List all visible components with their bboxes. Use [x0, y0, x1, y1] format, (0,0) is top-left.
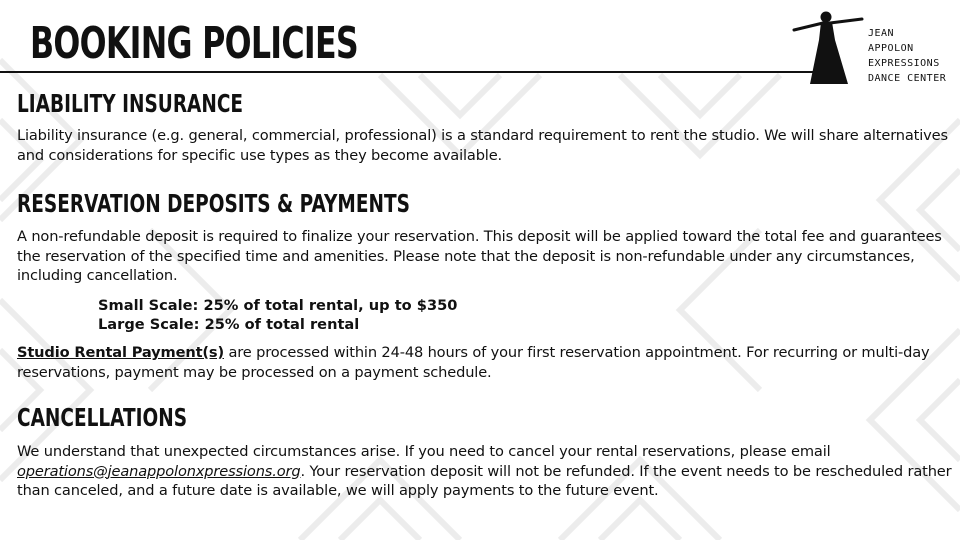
deposit-scale-list: [98, 296, 457, 334]
cancellations-heading: CANCELLATIONS: [17, 403, 188, 432]
small-scale-item: Small Scale: 25% of total rental, up to $350: [98, 297, 458, 314]
cancellations-body-after: . Your reservation deposit will not be refunded. If the event needs to be rescheduled rather than canceled, and a future date is available, we will apply payments to the future event.: [17, 462, 952, 499]
cancellations-paragraph: [17, 442, 957, 501]
title-divider: [0, 71, 818, 73]
logo-line-4: DANCE CENTER: [868, 73, 947, 84]
logo: [790, 6, 950, 88]
logo-line-1: JEAN: [868, 28, 895, 39]
liability-heading: LIABILITY INSURANCE: [17, 89, 244, 118]
deposits-heading: RESERVATION DEPOSITS & PAYMENTS: [17, 189, 410, 218]
liability-body: Liability insurance (e.g. general, commercial, professional) is a standard requirement to rent the studio. We will share alternatives and considerations for specific use types as they become available.: [17, 127, 948, 164]
operations-email-link[interactable]: operations@jeanappolonxpressions.org: [17, 462, 301, 480]
deposits-body: A non-refundable deposit is required to finalize your reservation. This deposit will be applied toward the total fee and guarantees the reservation of the specified time and amenities. Please note that the deposit is non-refundable under any circumstances, including cancellation.: [17, 228, 942, 284]
dancer-silhouette-icon: [790, 6, 866, 88]
studio-rental-payment-link[interactable]: Studio Rental Payment(s): [17, 344, 224, 361]
large-scale-item: Large Scale: 25% of total rental: [98, 316, 360, 333]
payment-paragraph: [17, 343, 957, 382]
page-title: BOOKING POLICIES: [30, 18, 358, 69]
logo-line-3: EXPRESSIONS: [868, 58, 940, 69]
cancellations-body-before: We understand that unexpected circumstances arise. If you need to cancel your rental reservations, please email: [17, 443, 831, 460]
payment-body: are processed within 24-48 hours of your first reservation appointment. For recurring or multi-day reservations, payment may be processed on a payment schedule.: [17, 344, 930, 381]
logo-line-2: APPOLON: [868, 43, 914, 54]
logo-text: [868, 26, 946, 86]
